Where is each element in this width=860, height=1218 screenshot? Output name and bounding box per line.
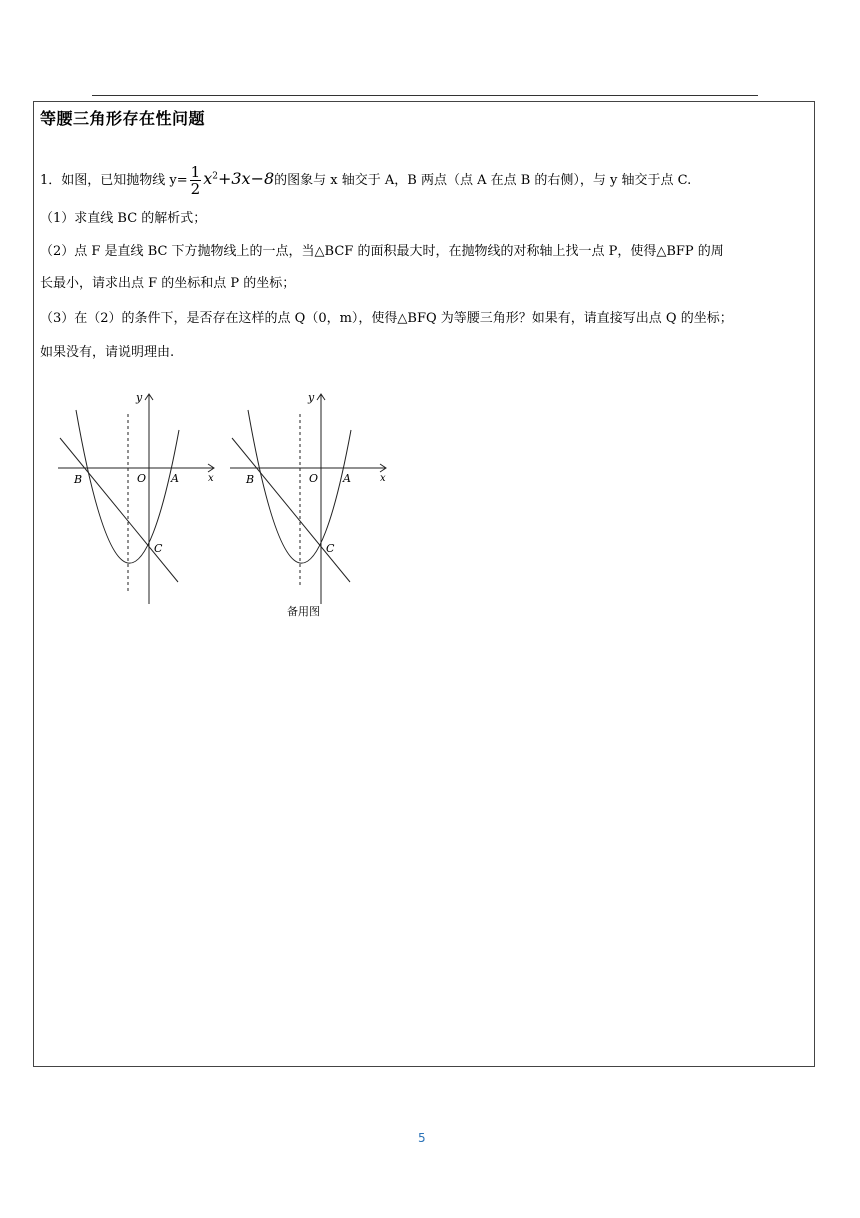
problem-intro-before: 1．如图，已知抛物线 y=	[40, 173, 188, 188]
label-a: A	[171, 472, 179, 485]
formula-variable: x	[203, 169, 213, 188]
part-2-line-1: （2）点 F 是直线 BC 下方抛物线上的一点，当△BCF 的面积最大时，在抛物线的对称轴上找一点 P，使得△BFP 的周	[40, 244, 724, 259]
header-rule	[92, 95, 758, 96]
formula-denominator: 2	[190, 180, 201, 198]
label-x: x	[380, 473, 386, 484]
line-bc	[232, 438, 350, 582]
part-2-line-2: 长最小，请求出点 F 的坐标和点 P 的坐标；	[40, 276, 296, 291]
formula-numerator: 1	[190, 163, 201, 181]
problem-intro-after: 的图象与 x 轴交于 A，B 两点（点 A 在点 B 的右侧），与 y 轴交于点 C.	[274, 173, 692, 188]
problem-statement	[40, 164, 691, 197]
page-number: 5	[418, 1131, 426, 1145]
label-y: y	[308, 391, 315, 404]
label-b: B	[246, 473, 255, 486]
figure-backup	[228, 386, 393, 608]
formula-rest: +3x−8	[217, 169, 275, 188]
label-o: O	[309, 472, 319, 485]
formula-fraction	[190, 164, 202, 197]
label-b: B	[74, 473, 83, 486]
label-c: C	[154, 542, 163, 555]
parabola-formula	[188, 164, 275, 197]
part-1: （1）求直线 BC 的解析式；	[40, 211, 207, 226]
label-c: C	[326, 542, 335, 555]
label-a: A	[343, 472, 351, 485]
part-3-line-1: （3）在（2）的条件下，是否存在这样的点 Q（0，m），使得△BFQ 为等腰三角形？如果有，请直接写出点 Q 的坐标；	[40, 311, 733, 326]
page-title: 等腰三角形存在性问题	[40, 109, 206, 128]
figure-main	[56, 386, 221, 608]
label-o: O	[137, 472, 147, 485]
label-x: x	[208, 473, 214, 484]
part-3-line-2: 如果没有，请说明理由.	[40, 345, 175, 360]
label-y: y	[136, 391, 143, 404]
line-bc	[60, 438, 178, 582]
formula-exponent: 2	[212, 171, 218, 182]
figure-caption: 备用图	[287, 605, 320, 618]
